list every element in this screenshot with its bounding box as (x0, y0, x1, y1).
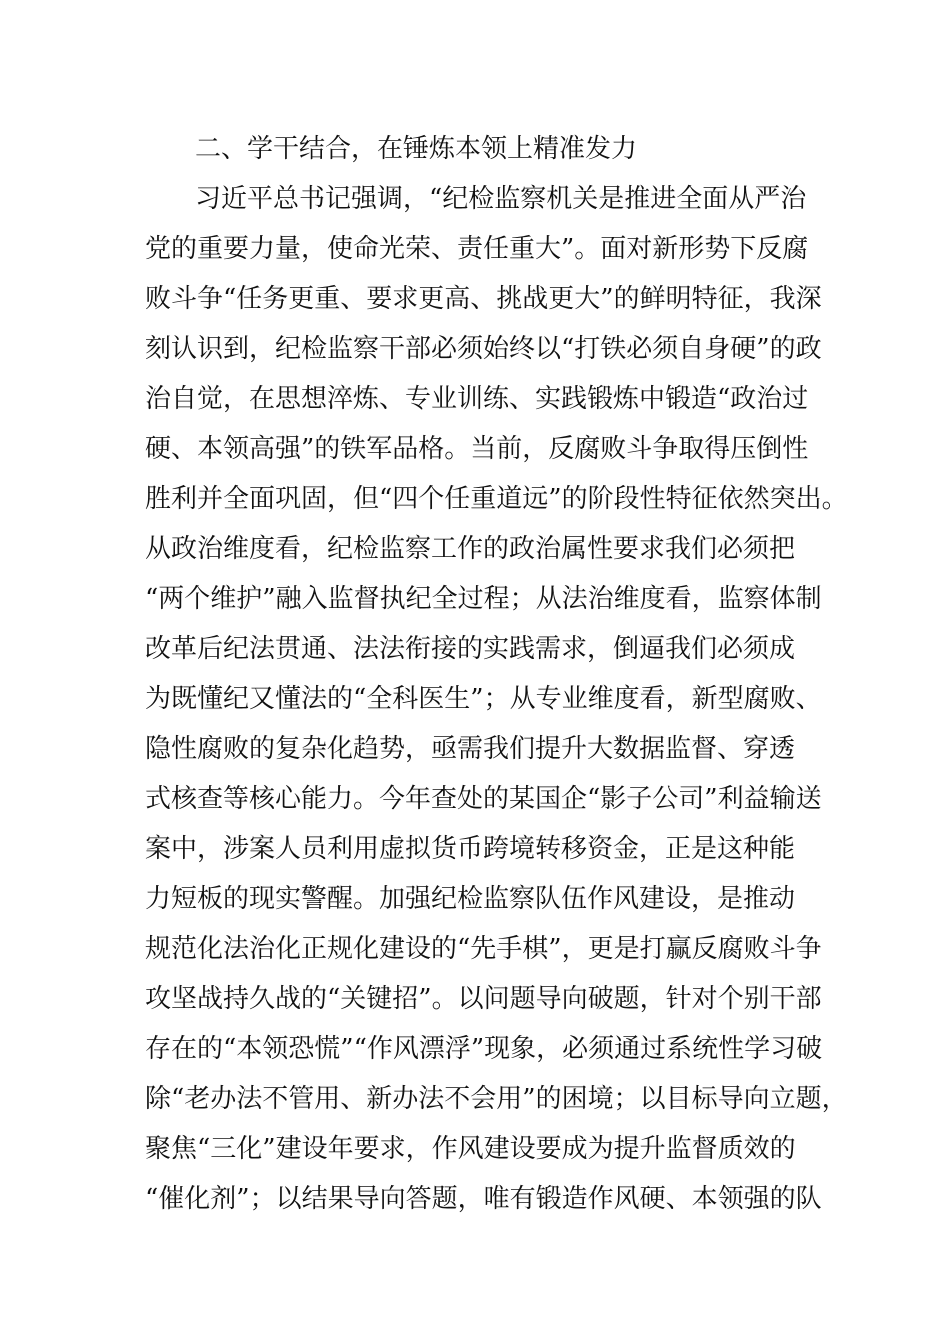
paragraph-line: “催化剂”；以结果导向答题，唯有锻造作风硬、本领强的队 (145, 1184, 822, 1214)
paragraph-line: 治自觉，在思想淬炼、专业训练、实践锻炼中锻造“政治过 (145, 384, 809, 414)
paragraph-line: 习近平总书记强调，“纪检监察机关是推进全面从严治 (195, 184, 807, 214)
paragraph-line: 攻坚战持久战的“关键招”。以问题导向破题，针对个别干部 (145, 984, 822, 1014)
paragraph-line: 改革后纪法贯通、法法衔接的实践需求，倒逼我们必须成 (145, 634, 796, 664)
paragraph-line: 除“老办法不管用、新办法不会用”的困境；以目标导向立题， (145, 1084, 848, 1114)
paragraph-line: 存在的“本领恐慌”“作风漂浮”现象，必须通过系统性学习破 (145, 1034, 823, 1064)
paragraph-line: 力短板的现实警醒。加强纪检监察队伍作风建设，是推动 (145, 884, 796, 914)
paragraph-line: 从政治维度看，纪检监察工作的政治属性要求我们必须把 (145, 534, 796, 564)
paragraph-line: 式核查等核心能力。今年查处的某国企“影子公司”利益输送 (145, 784, 822, 814)
paragraph-line: 为既懂纪又懂法的“全科医生”；从专业维度看，新型腐败、 (145, 684, 822, 714)
paragraph-line: 败斗争“任务更重、要求更高、挑战更大”的鲜明特征，我深 (145, 284, 822, 314)
paragraph-line: 硬、本领高强”的铁军品格。当前，反腐败斗争取得压倒性 (145, 434, 809, 464)
paragraph-line: 党的重要力量，使命光荣、责任重大”。面对新形势下反腐 (145, 234, 809, 264)
paragraph-line: 规范化法治化正规化建设的“先手棋”，更是打赢反腐败斗争 (145, 934, 822, 964)
paragraph-line: 案中，涉案人员利用虚拟货币跨境转移资金，正是这种能 (145, 834, 796, 864)
paragraph-line: 刻认识到，纪检监察干部必须始终以“打铁必须自身硬”的政 (145, 334, 822, 364)
paragraph-line: 胜利并全面巩固，但“四个任重道远”的阶段性特征依然突出。 (145, 484, 848, 514)
section-heading: 二、学干结合，在锤炼本领上精准发力 (195, 134, 638, 164)
paragraph-line: “两个维护”融入监督执纪全过程；从法治维度看，监察体制 (145, 584, 822, 614)
paragraph-line: 隐性腐败的复杂化趋势，亟需我们提升大数据监督、穿透 (145, 734, 796, 764)
document-body (145, 124, 848, 1224)
paragraph-line: 聚焦“三化”建设年要求，作风建设要成为提升监督质效的 (145, 1134, 796, 1164)
